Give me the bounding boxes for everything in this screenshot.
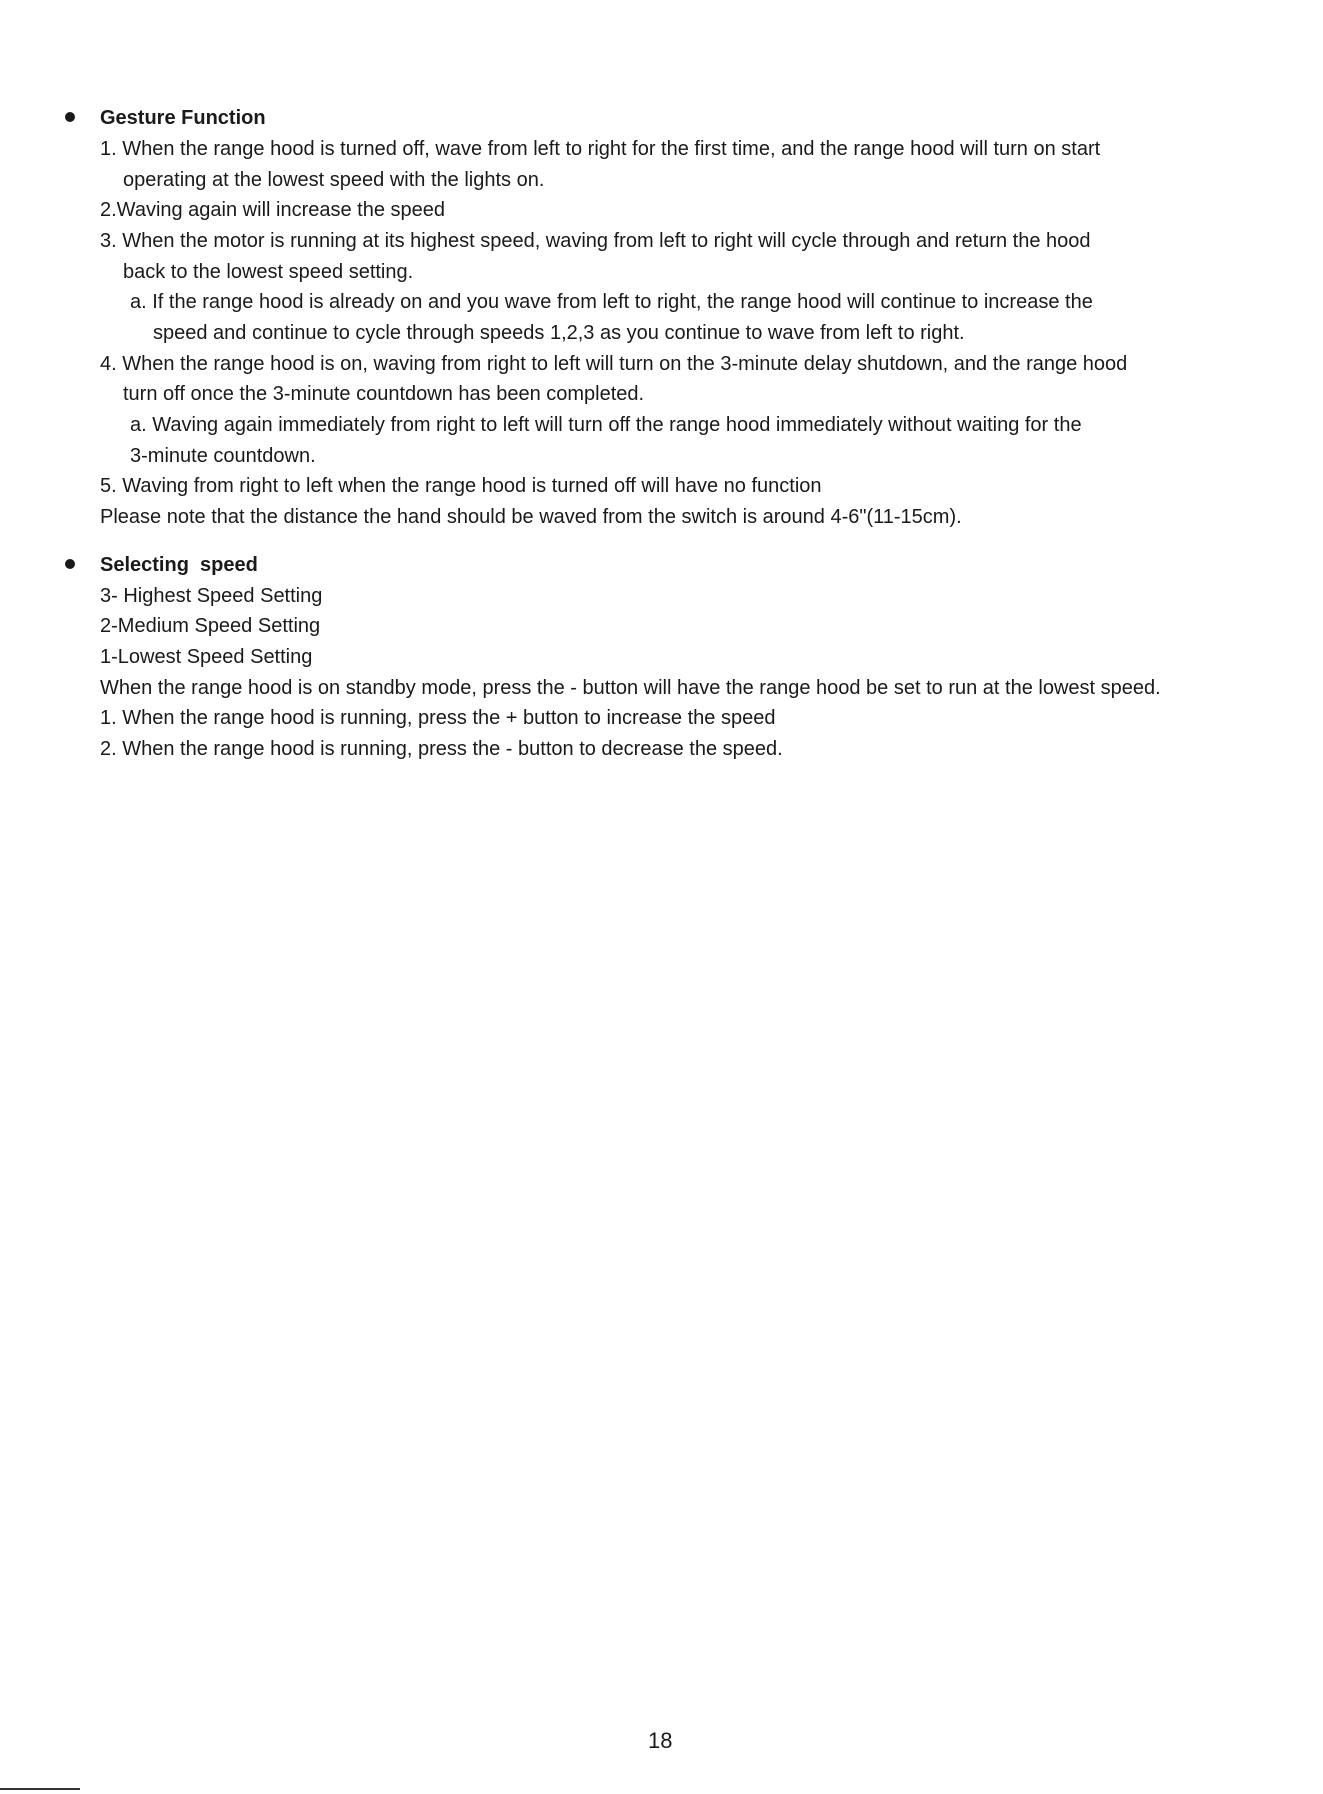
gesture-line-11: 3-minute countdown. bbox=[130, 445, 316, 467]
heading-selecting-speed: Selecting speed bbox=[100, 554, 258, 576]
gesture-line-2: operating at the lowest speed with the lights on. bbox=[123, 169, 545, 191]
speed-line-1: 3- Highest Speed Setting bbox=[100, 585, 323, 607]
gesture-line-7: speed and continue to cycle through speeds 1,2,3 as you continue to wave from left to right. bbox=[153, 322, 965, 344]
gesture-line-6: a. If the range hood is already on and you wave from left to right, the range hood will continue to increase the bbox=[130, 291, 1093, 313]
speed-line-4: When the range hood is on standby mode, press the - button will have the range hood be set to run at the lowest speed. bbox=[100, 677, 1161, 699]
gesture-line-13: Please note that the distance the hand should be waved from the switch is around 4-6"(11-15cm). bbox=[100, 506, 962, 528]
heading-gesture-function: Gesture Function bbox=[100, 107, 266, 129]
speed-line-3: 1-Lowest Speed Setting bbox=[100, 646, 313, 668]
page-number: 18 bbox=[648, 1728, 673, 1753]
gesture-line-8: 4. When the range hood is on, waving from right to left will turn on the 3-minute delay shutdown, and the range hood bbox=[100, 353, 1128, 375]
corner-rule bbox=[0, 1788, 80, 1790]
bullet-selecting-speed bbox=[65, 559, 75, 569]
gesture-line-1: 1. When the range hood is turned off, wave from left to right for the first time, and the range hood will turn on start bbox=[100, 138, 1101, 160]
gesture-line-12: 5. Waving from right to left when the range hood is turned off will have no function bbox=[100, 475, 822, 497]
speed-line-6: 2. When the range hood is running, press the - button to decrease the speed. bbox=[100, 738, 783, 760]
gesture-line-9: turn off once the 3-minute countdown has been completed. bbox=[123, 383, 645, 405]
speed-line-5: 1. When the range hood is running, press the + button to increase the speed bbox=[100, 707, 776, 729]
gesture-line-10: a. Waving again immediately from right to left will turn off the range hood immediately without waiting for the bbox=[130, 414, 1082, 436]
bullet-gesture-function bbox=[65, 112, 75, 122]
gesture-line-4: 3. When the motor is running at its highest speed, waving from left to right will cycle through and return the hood bbox=[100, 230, 1091, 252]
speed-line-2: 2-Medium Speed Setting bbox=[100, 615, 321, 637]
gesture-line-5: back to the lowest speed setting. bbox=[123, 261, 414, 283]
gesture-line-3: 2.Waving again will increase the speed bbox=[100, 199, 446, 221]
